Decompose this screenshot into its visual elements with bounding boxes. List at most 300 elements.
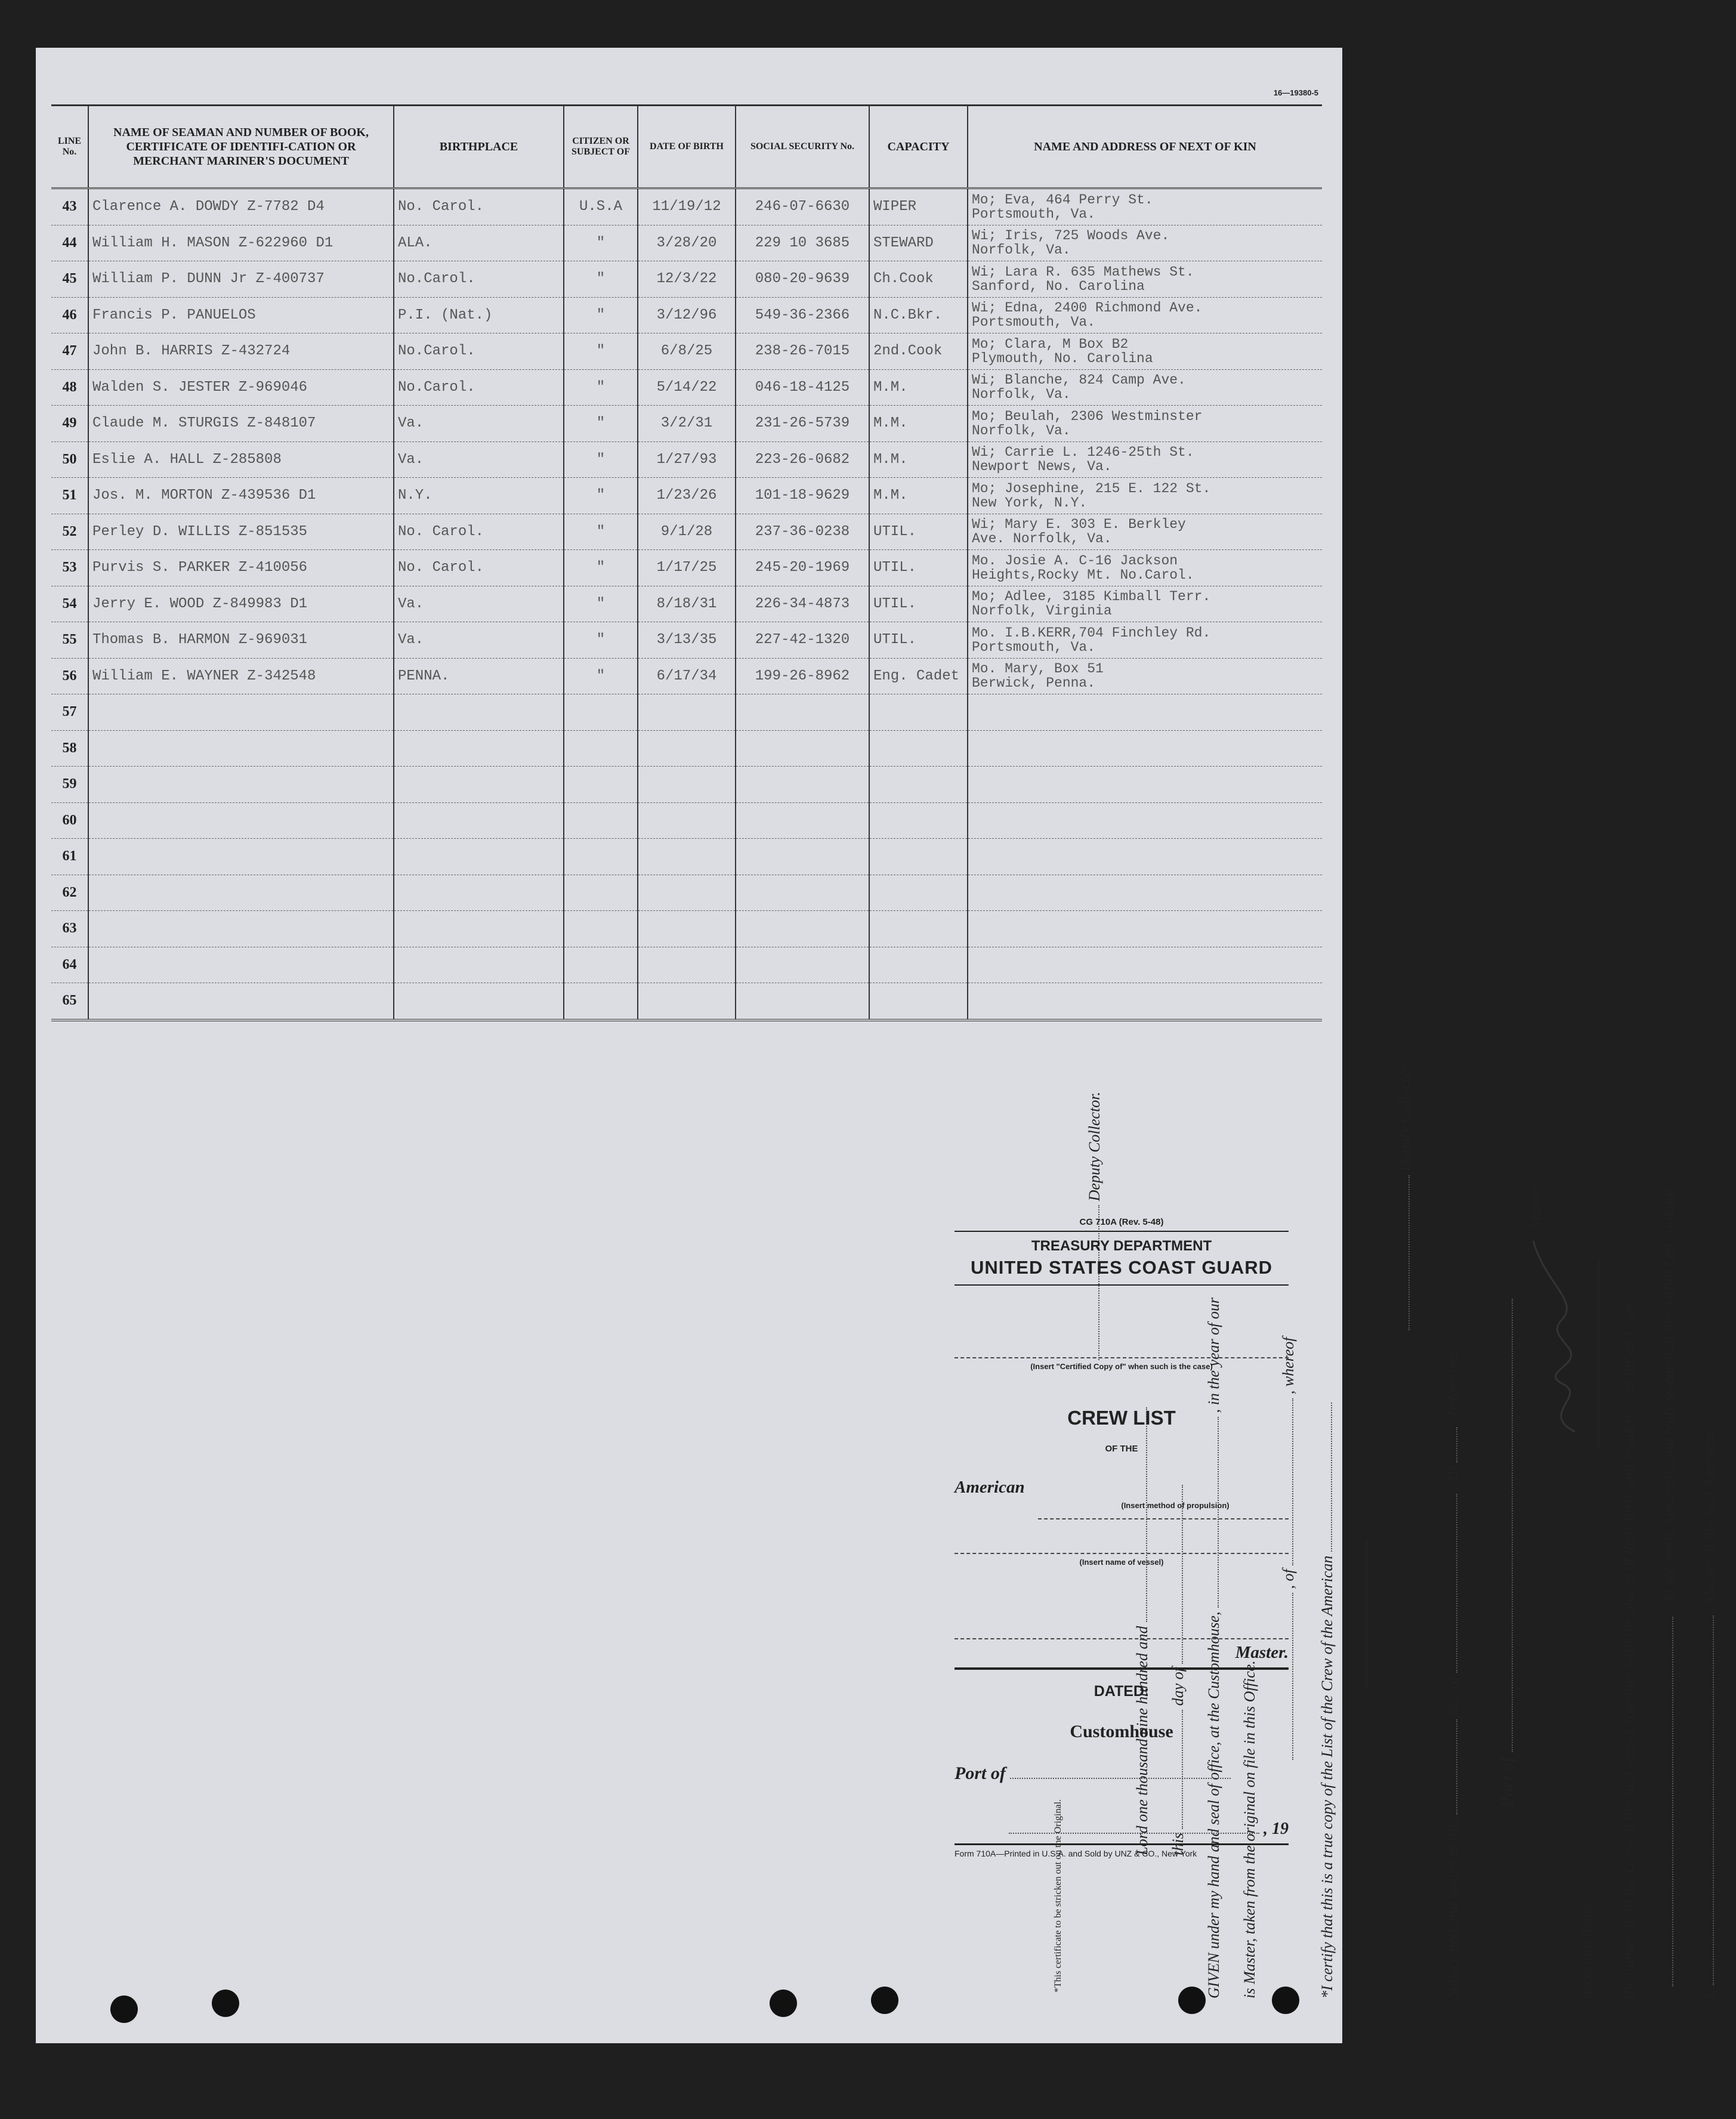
panel-year-line xyxy=(955,1820,1289,1839)
crew-name: Jos. M. MORTON Z-439536 D1 xyxy=(88,478,394,514)
crew-dob xyxy=(638,767,736,803)
crew-birthplace: Va. xyxy=(394,441,564,478)
crew-row xyxy=(51,658,1322,694)
crew-row xyxy=(51,514,1322,550)
crew-capacity xyxy=(869,911,968,947)
crew-birthplace xyxy=(394,875,564,911)
crew-line-number: 65 xyxy=(51,983,88,1020)
crew-ssn: 231-26-5739 xyxy=(736,406,869,442)
crew-dob: 3/13/35 xyxy=(638,622,736,659)
crew-next-of-kin xyxy=(968,225,1322,261)
crew-dob: 3/28/20 xyxy=(638,225,736,261)
binder-hole xyxy=(212,1990,239,2017)
insert-method-note: (Insert method of propulsion) xyxy=(1121,1501,1230,1510)
crew-line-number: 46 xyxy=(51,297,88,333)
oath-line-1 xyxy=(1700,1428,1718,1998)
of-the: OF THE xyxy=(1105,1444,1138,1454)
subscribed-day-of: day of xyxy=(1444,1676,1461,1716)
crew-capacity: M.M. xyxy=(869,369,968,406)
crew-citizen xyxy=(564,983,638,1020)
crew-row xyxy=(51,550,1322,586)
crew-next-of-kin xyxy=(968,911,1322,947)
binder-hole xyxy=(1178,1987,1206,2014)
binder-hole xyxy=(1272,1987,1299,2014)
crew-capacity: 2nd.Cook xyxy=(869,333,968,370)
coast-guard-title: UNITED STATES COAST GUARD xyxy=(970,1257,1273,1278)
subscribed-line xyxy=(1444,1351,1462,1998)
kin-name: Wi; Iris, 725 Woods Ave. xyxy=(972,228,1170,244)
certify-of: , of xyxy=(1280,1569,1297,1589)
crew-line-number: 55 xyxy=(51,622,88,659)
kin-address: Berwick, Penna. xyxy=(972,675,1096,691)
crew-name: William P. DUNN Jr Z-400737 xyxy=(88,261,394,298)
crew-name: John B. HARRIS Z-432724 xyxy=(88,333,394,370)
kin-name: Mo; Josephine, 215 E. 122 St. xyxy=(972,480,1211,496)
given-year: , in the year of our xyxy=(1205,1297,1222,1413)
crew-dob xyxy=(638,839,736,875)
panel-rule-4 xyxy=(955,1843,1289,1845)
kin-name: Mo. I.B.KERR,704 Finchley Rd. xyxy=(972,625,1211,641)
header-kin: NAME AND ADDRESS OF NEXT OF KIN xyxy=(968,106,1322,189)
propulsion-blank xyxy=(1038,1518,1289,1519)
lord-text: Lord one thousand nine hundred and xyxy=(1133,1626,1151,1855)
crew-row xyxy=(51,441,1322,478)
crew-citizen xyxy=(564,767,638,803)
crew-birthplace: P.I. (Nat.) xyxy=(394,297,564,333)
crew-next-of-kin xyxy=(968,622,1322,659)
crew-dob xyxy=(638,730,736,767)
kin-name: Mo; Beulah, 2306 Westminster xyxy=(972,408,1203,424)
master-blank xyxy=(955,1638,1289,1639)
crew-capacity: M.M. xyxy=(869,441,968,478)
crew-capacity xyxy=(869,839,968,875)
header-dob: DATE OF BIRTH xyxy=(638,106,736,189)
crew-capacity: Eng. Cadet xyxy=(869,658,968,694)
crew-name xyxy=(88,802,394,839)
separator-line xyxy=(1366,1539,1368,1688)
treasury-department: TREASURY DEPARTMENT xyxy=(1031,1238,1212,1254)
crew-citizen xyxy=(564,947,638,983)
kin-address: Newport News, Va. xyxy=(972,459,1112,475)
kin-address: Portsmouth, Va. xyxy=(972,206,1096,222)
kin-name: Wi; Edna, 2400 Richmond Ave. xyxy=(972,300,1203,316)
crew-row xyxy=(51,839,1322,875)
crew-capacity xyxy=(869,802,968,839)
crew-citizen: " xyxy=(564,550,638,586)
crew-ssn xyxy=(736,730,869,767)
subscribed-before-me: , before me. xyxy=(1444,1351,1461,1423)
master-signature xyxy=(1527,1235,1593,1438)
crew-ssn: 080-20-9639 xyxy=(736,261,869,298)
american-label xyxy=(955,1478,1289,1497)
deputy-collector-2: Deputy Collector. xyxy=(1086,1092,1103,1201)
kin-address: New York, N.Y. xyxy=(972,495,1088,511)
crew-birthplace xyxy=(394,802,564,839)
crew-citizen xyxy=(564,911,638,947)
crew-ssn: 238-26-7015 xyxy=(736,333,869,370)
crew-capacity: WIPER xyxy=(869,189,968,226)
header-citizen: CITIZEN OR SUBJECT OF xyxy=(564,106,638,189)
crew-dob: 6/17/34 xyxy=(638,658,736,694)
crew-dob: 1/23/26 xyxy=(638,478,736,514)
crew-name: Eslie A. HALL Z-285808 xyxy=(88,441,394,478)
crew-dob xyxy=(638,983,736,1020)
crew-birthplace xyxy=(394,694,564,731)
oath-swear: , do solemnly, sincerely, and truly swear that the within List contains xyxy=(1660,1187,1677,1613)
panel-rule-top xyxy=(955,1231,1289,1232)
crew-ssn: 227-42-1320 xyxy=(736,622,869,659)
crew-citizen: " xyxy=(564,441,638,478)
crew-birthplace: PENNA. xyxy=(394,658,564,694)
crew-birthplace: No.Carol. xyxy=(394,261,564,298)
kin-name: Mo. Mary, Box 51 xyxy=(972,661,1104,677)
crew-birthplace: No. Carol. xyxy=(394,514,564,550)
crew-capacity xyxy=(869,730,968,767)
crew-table xyxy=(51,104,1322,1021)
crew-name xyxy=(88,694,394,731)
kin-name: Wi; Lara R. 635 Mathews St. xyxy=(972,264,1194,280)
crew-dob: 9/1/28 xyxy=(638,514,736,550)
printer-line: Form 710A—Printed in U.S.A. and Sold by UNZ & CO., New York xyxy=(955,1849,1197,1858)
certified-copy-blank xyxy=(955,1357,1289,1358)
crew-name xyxy=(88,839,394,875)
crew-ssn xyxy=(736,767,869,803)
crew-capacity xyxy=(869,983,968,1020)
deputy-line-1 xyxy=(1396,1062,1414,1330)
crew-next-of-kin xyxy=(968,189,1322,226)
crew-name: Francis P. PANUELOS xyxy=(88,297,394,333)
kin-address: Norfolk, Virginia xyxy=(972,603,1112,619)
kin-address: Norfolk, Va. xyxy=(972,242,1071,258)
crew-ssn: 549-36-2366 xyxy=(736,297,869,333)
crew-line-number: 47 xyxy=(51,333,88,370)
kin-name: Mo; Eva, 464 Perry St. xyxy=(972,191,1153,208)
crew-citizen: " xyxy=(564,514,638,550)
crew-dob xyxy=(638,875,736,911)
crew-name xyxy=(88,875,394,911)
crew-name xyxy=(88,730,394,767)
kin-address: Sanford, No. Carolina xyxy=(972,278,1145,294)
kin-address: Norfolk, Va. xyxy=(972,422,1071,438)
crew-ssn: 199-26-8962 xyxy=(736,658,869,694)
crew-name: William E. WAYNER Z-342548 xyxy=(88,658,394,694)
crew-birthplace: ALA. xyxy=(394,225,564,261)
kin-address: Heights,Rocky Mt. No.Carol. xyxy=(972,567,1194,583)
oath-i: I, xyxy=(1700,1989,1718,1998)
crew-line-number: 54 xyxy=(51,586,88,622)
crew-next-of-kin xyxy=(968,658,1322,694)
crew-birthplace: Va. xyxy=(394,406,564,442)
crew-capacity: UTIL. xyxy=(869,622,968,659)
crew-name: Thomas B. HARMON Z-969031 xyxy=(88,622,394,659)
crew-ssn xyxy=(736,983,869,1020)
cg-form-number: CG 710A (Rev. 5-48) xyxy=(1079,1217,1164,1227)
header-birthplace: BIRTHPLACE xyxy=(394,106,564,189)
crew-citizen xyxy=(564,802,638,839)
crew-ssn: 223-26-0682 xyxy=(736,441,869,478)
binder-hole xyxy=(871,1987,898,2014)
crew-citizen: " xyxy=(564,261,638,298)
crew-line-number: 49 xyxy=(51,406,88,442)
crew-row xyxy=(51,875,1322,911)
crew-row xyxy=(51,622,1322,659)
is-master-line: is Master, taken from the original on file in this Office. xyxy=(1241,1660,1258,1998)
crew-line-number: 64 xyxy=(51,947,88,983)
form-cover-panel xyxy=(955,1217,1289,1858)
american-text: American xyxy=(955,1478,1025,1497)
header-line: LINE No. xyxy=(51,106,88,189)
kin-name: Mo. Josie A. C-16 Jackson xyxy=(972,552,1178,569)
crew-next-of-kin xyxy=(968,586,1322,622)
crew-line-number: 48 xyxy=(51,369,88,406)
crew-next-of-kin xyxy=(968,875,1322,911)
vessel-name-blank xyxy=(955,1553,1289,1554)
master-label: Master. xyxy=(1527,1182,1545,1229)
panel-year-text: , 19 xyxy=(1264,1820,1289,1838)
master-signature-line xyxy=(1598,1259,1599,1450)
port-of-label xyxy=(1497,1299,1518,1808)
crew-next-of-kin xyxy=(968,369,1322,406)
crew-capacity: UTIL. xyxy=(869,586,968,622)
crew-dob: 8/18/31 xyxy=(638,586,736,622)
crew-capacity: UTIL. xyxy=(869,550,968,586)
customhouse-label: Customhouse xyxy=(1070,1722,1173,1741)
crew-dob xyxy=(638,911,736,947)
crew-ssn: 246-07-6630 xyxy=(736,189,869,226)
kin-name: Wi; Blanche, 824 Camp Ave. xyxy=(972,372,1186,388)
crew-capacity: STEWARD xyxy=(869,225,968,261)
crew-citizen: " xyxy=(564,225,638,261)
this-text: this xyxy=(1169,1833,1187,1855)
crew-citizen xyxy=(564,875,638,911)
crew-next-of-kin xyxy=(968,947,1322,983)
crew-dob: 3/2/31 xyxy=(638,406,736,442)
panel-rule-2 xyxy=(955,1284,1289,1286)
crew-capacity xyxy=(869,875,968,911)
crew-birthplace: No. Carol. xyxy=(394,550,564,586)
crew-ssn: 226-34-4873 xyxy=(736,586,869,622)
insert-certified-note: (Insert "Certified Copy of" when such is the case) xyxy=(1030,1362,1213,1371)
crew-dob: 6/8/25 xyxy=(638,333,736,370)
crew-dob: 1/17/25 xyxy=(638,550,736,586)
crew-capacity: M.M. xyxy=(869,406,968,442)
crew-citizen: " xyxy=(564,369,638,406)
crew-name: Purvis S. PARKER Z-410056 xyxy=(88,550,394,586)
kin-name: Wi; Carrie L. 1246-25th St. xyxy=(972,444,1194,461)
crew-next-of-kin xyxy=(968,839,1322,875)
certify-whereof: , whereof xyxy=(1280,1337,1297,1395)
kin-address: Ave. Norfolk, Va. xyxy=(972,531,1112,547)
crew-line-number: 52 xyxy=(51,514,88,550)
crew-next-of-kin xyxy=(968,441,1322,478)
crew-row xyxy=(51,406,1322,442)
crew-line-number: 63 xyxy=(51,911,88,947)
crew-birthplace xyxy=(394,730,564,767)
kin-address: Portsmouth, Va. xyxy=(972,639,1096,655)
given-text: GIVEN under my hand and seal of office, at the Customhouse, xyxy=(1205,1611,1222,1998)
crew-dob: 3/12/96 xyxy=(638,297,736,333)
oath-master-of: , Master of the said American xyxy=(1700,1428,1718,1612)
crew-dob: 5/14/22 xyxy=(638,369,736,406)
crew-row xyxy=(51,189,1322,226)
crew-line-number: 51 xyxy=(51,478,88,514)
crew-ssn xyxy=(736,947,869,983)
certify-text: *I certify that this is a true copy of the List of the Crew of the American xyxy=(1318,1555,1336,1998)
crew-name: Claude M. STURGIS Z-848107 xyxy=(88,406,394,442)
crew-next-of-kin xyxy=(968,802,1322,839)
crew-citizen: " xyxy=(564,333,638,370)
crew-citizen xyxy=(564,839,638,875)
subscribed-text: Subscribed and sworn to this xyxy=(1444,1818,1461,1998)
crew-citizen: " xyxy=(564,622,638,659)
crew-line-number: 61 xyxy=(51,839,88,875)
crew-line-number: 50 xyxy=(51,441,88,478)
crew-row xyxy=(51,730,1322,767)
crew-capacity: N.C.Bkr. xyxy=(869,297,968,333)
crew-next-of-kin xyxy=(968,478,1322,514)
crew-next-of-kin xyxy=(968,983,1322,1020)
kin-name: Mo; Clara, M Box B2 xyxy=(972,336,1129,352)
crew-name xyxy=(88,767,394,803)
crew-name: William H. MASON Z-622960 D1 xyxy=(88,225,394,261)
crew-birthplace xyxy=(394,767,564,803)
crew-next-of-kin xyxy=(968,297,1322,333)
kin-address: Norfolk, Va. xyxy=(972,387,1071,403)
crew-dob xyxy=(638,694,736,731)
crew-list-title: CREW LIST xyxy=(1067,1407,1176,1429)
crew-capacity: M.M. xyxy=(869,478,968,514)
crew-name xyxy=(88,983,394,1020)
crew-line-number: 56 xyxy=(51,658,88,694)
crew-capacity xyxy=(869,767,968,803)
dated-label: DATED: xyxy=(1094,1683,1150,1700)
crew-ssn: 237-36-0238 xyxy=(736,514,869,550)
kin-name: Wi; Mary E. 303 E. Berkley xyxy=(972,517,1186,533)
crew-next-of-kin xyxy=(968,406,1322,442)
crew-citizen: " xyxy=(564,478,638,514)
crew-citizen: " xyxy=(564,586,638,622)
crew-ssn xyxy=(736,802,869,839)
panel-port-of xyxy=(955,1763,1289,1784)
oath-line-2 xyxy=(1660,1187,1678,1987)
crew-row xyxy=(51,586,1322,622)
crew-birthplace: Va. xyxy=(394,622,564,659)
insert-name-note: (Insert name of vessel) xyxy=(1079,1558,1164,1567)
crew-row xyxy=(51,478,1322,514)
crew-line-number: 44 xyxy=(51,225,88,261)
crew-next-of-kin xyxy=(968,694,1322,731)
panel-port-of-text: Port of xyxy=(955,1763,1006,1783)
crew-line-number: 45 xyxy=(51,261,88,298)
crew-ssn: 046-18-4125 xyxy=(736,369,869,406)
kin-address: Plymouth, No. Carolina xyxy=(972,350,1153,366)
crew-line-number: 58 xyxy=(51,730,88,767)
crew-row xyxy=(51,369,1322,406)
form-code: 16—19380-5 xyxy=(1273,88,1318,97)
crew-row xyxy=(51,225,1322,261)
crew-next-of-kin xyxy=(968,767,1322,803)
binder-hole xyxy=(770,1990,797,2017)
crew-birthplace: N.Y. xyxy=(394,478,564,514)
kin-address: Portsmouth, Va. xyxy=(972,314,1096,330)
crew-name xyxy=(88,947,394,983)
crew-row xyxy=(51,802,1322,839)
crew-ssn: 101-18-9629 xyxy=(736,478,869,514)
panel-master: Master. xyxy=(1235,1643,1289,1662)
deputy-collector-1: Deputy Collector. xyxy=(1396,1062,1413,1172)
crew-citizen: " xyxy=(564,297,638,333)
crew-name: Jerry E. WOOD Z-849983 D1 xyxy=(88,586,394,622)
crew-line-number: 62 xyxy=(51,875,88,911)
crew-line-number: 43 xyxy=(51,189,88,226)
crew-row xyxy=(51,297,1322,333)
crew-citizen: U.S.A xyxy=(564,189,638,226)
crew-birthplace xyxy=(394,911,564,947)
crew-row xyxy=(51,911,1322,947)
header-ssn: SOCIAL SECURITY No. xyxy=(736,106,869,189)
crew-capacity: Ch.Cook xyxy=(869,261,968,298)
crew-next-of-kin xyxy=(968,261,1322,298)
crew-citizen: " xyxy=(564,406,638,442)
crew-capacity: UTIL. xyxy=(869,514,968,550)
crew-row xyxy=(51,333,1322,370)
crew-row xyxy=(51,983,1322,1020)
crew-line-number: 53 xyxy=(51,550,88,586)
crew-ssn: 245-20-1969 xyxy=(736,550,869,586)
crew-citizen xyxy=(564,694,638,731)
crew-next-of-kin xyxy=(968,730,1322,767)
crew-name: Perley D. WILLIS Z-851535 xyxy=(88,514,394,550)
binder-hole xyxy=(110,1996,138,2023)
header-capacity: CAPACITY xyxy=(869,106,968,189)
crew-ssn xyxy=(736,839,869,875)
crew-citizen: " xyxy=(564,658,638,694)
crew-ssn xyxy=(736,694,869,731)
crew-dob xyxy=(638,947,736,983)
crew-name: Walden S. JESTER Z-969046 xyxy=(88,369,394,406)
crew-ssn: 229 10 3685 xyxy=(736,225,869,261)
crew-next-of-kin xyxy=(968,550,1322,586)
crew-dob: 11/19/12 xyxy=(638,189,736,226)
crew-ssn xyxy=(736,911,869,947)
header-name: NAME OF SEAMAN AND NUMBER OF BOOK, CERTIFICATE OF IDENTIFI-CATION OR MERCHANT MARINER'S DOCUMENT xyxy=(88,106,394,189)
crew-citizen xyxy=(564,730,638,767)
port-of-text: Port of xyxy=(1497,1756,1517,1808)
crew-row xyxy=(51,947,1322,983)
crew-birthplace: No.Carol. xyxy=(394,333,564,370)
crew-dob: 12/3/22 xyxy=(638,261,736,298)
crew-birthplace: No.Carol. xyxy=(394,369,564,406)
crew-line-number: 57 xyxy=(51,694,88,731)
panel-rule-3 xyxy=(955,1667,1289,1670)
subscribed-year: , 19 xyxy=(1444,1466,1461,1490)
crew-dob xyxy=(638,802,736,839)
crew-capacity xyxy=(869,694,968,731)
crew-birthplace: No. Carol. xyxy=(394,189,564,226)
kin-name: Mo; Adlee, 3185 Kimball Terr. xyxy=(972,589,1211,605)
crew-birthplace xyxy=(394,947,564,983)
this-day-of: day of xyxy=(1169,1667,1187,1706)
crew-next-of-kin xyxy=(968,514,1322,550)
crew-ssn xyxy=(736,875,869,911)
crew-name: Clarence A. DOWDY Z-7782 D4 xyxy=(88,189,394,226)
crew-row xyxy=(51,767,1322,803)
crew-row xyxy=(51,694,1322,731)
crew-birthplace xyxy=(394,983,564,1020)
crew-next-of-kin xyxy=(968,333,1322,370)
oath-line-3: the names of all the Crew of the said vessel, together with the places of their birth and residence, as far as I can xyxy=(1620,1305,1637,1998)
document-page xyxy=(36,48,1718,2043)
